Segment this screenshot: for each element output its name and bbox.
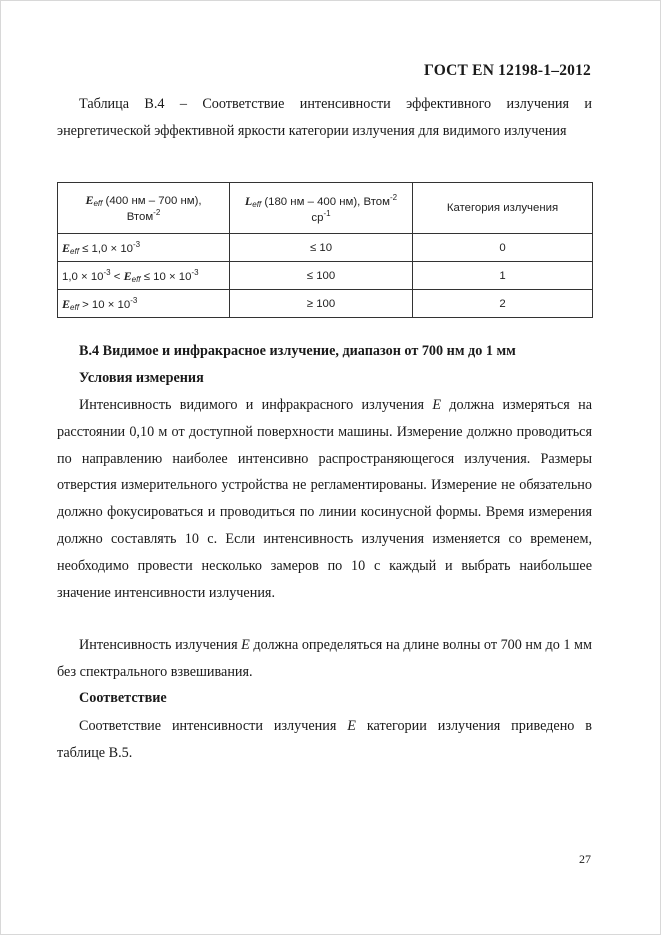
table-row <box>58 262 593 290</box>
cell-irradiance-condition: $1,0 \times 10^{-3} < E_{eff} \le 10 \times 10^{-3}$ <box>58 262 230 290</box>
cell-radiance-condition: ≤ 100 <box>230 262 413 290</box>
conformity-heading: Соответствие <box>79 690 167 706</box>
document-code: ГОСТ EN 12198-1–2012 <box>424 62 591 79</box>
table-row <box>58 290 593 318</box>
header-cell-eff-radiance: $L_{eff}$ (180 нм – 400 нм), Втом$^{-2}$ $ср^{-1}$ <box>230 183 413 234</box>
cell-category: 0 <box>413 234 593 262</box>
cell-category: 2 <box>413 290 593 318</box>
table-header-row <box>58 183 593 234</box>
cell-irradiance-condition: $E_{eff} \le 1,0 \times 10^{-3}$ <box>58 234 230 262</box>
radiation-category-table <box>57 182 593 318</box>
cell-radiance-condition: ≤ 10 <box>230 234 413 262</box>
cell-irradiance-condition: $E_{eff} > 10 \times 10^{-3}$ <box>58 290 230 318</box>
conformity-paragraph: Соответствие интенсивности излучения E категории излучения приведено в таблице В.5. <box>57 718 592 761</box>
cell-radiance-condition: ≥ 100 <box>230 290 413 318</box>
table-row <box>58 234 593 262</box>
table-caption: Таблица В.4 – Соответствие интенсивности эффективного излучения и энергетической эффективной яркости категории излучения для видимого излучения <box>57 96 592 139</box>
cell-category: 1 <box>413 262 593 290</box>
header-cell-category: Категория излучения <box>413 183 593 234</box>
measurement-paragraph: Интенсивность видимого и инфракрасного излучения E должна измеряться на расстоянии 0,10 м от доступной поверхности машины. Измерение должно проводиться по направлению наиболее интенсивно распространяющегося излучения. Размеры отверстия измерительного устройства не регламентированы. Измерение не обязательно должно фокусироваться и проводиться по линии косинусной формы. Время измерения должно составлять 10 с. Если интенсивность излучения изменяется со временем, необходимо провести несколько замеров по 10 с каждый и выбрать наибольшее значение интенсивности излучения. <box>57 397 592 601</box>
header-cell-eff-irradiance: $E_{eff}$ (400 нм – 700 нм), Втом$^{-2}$ <box>58 183 230 234</box>
measurement-conditions-heading: Условия измерения <box>79 370 204 386</box>
wavelength-paragraph: Интенсивность излучения E должна определяться на длине волны от 700 нм до 1 мм без спектрального взвешивания. <box>57 637 593 680</box>
page-number: 27 <box>579 852 591 866</box>
section-title: В.4 Видимое и инфракрасное излучение, диапазон от 700 нм до 1 мм <box>79 343 516 359</box>
